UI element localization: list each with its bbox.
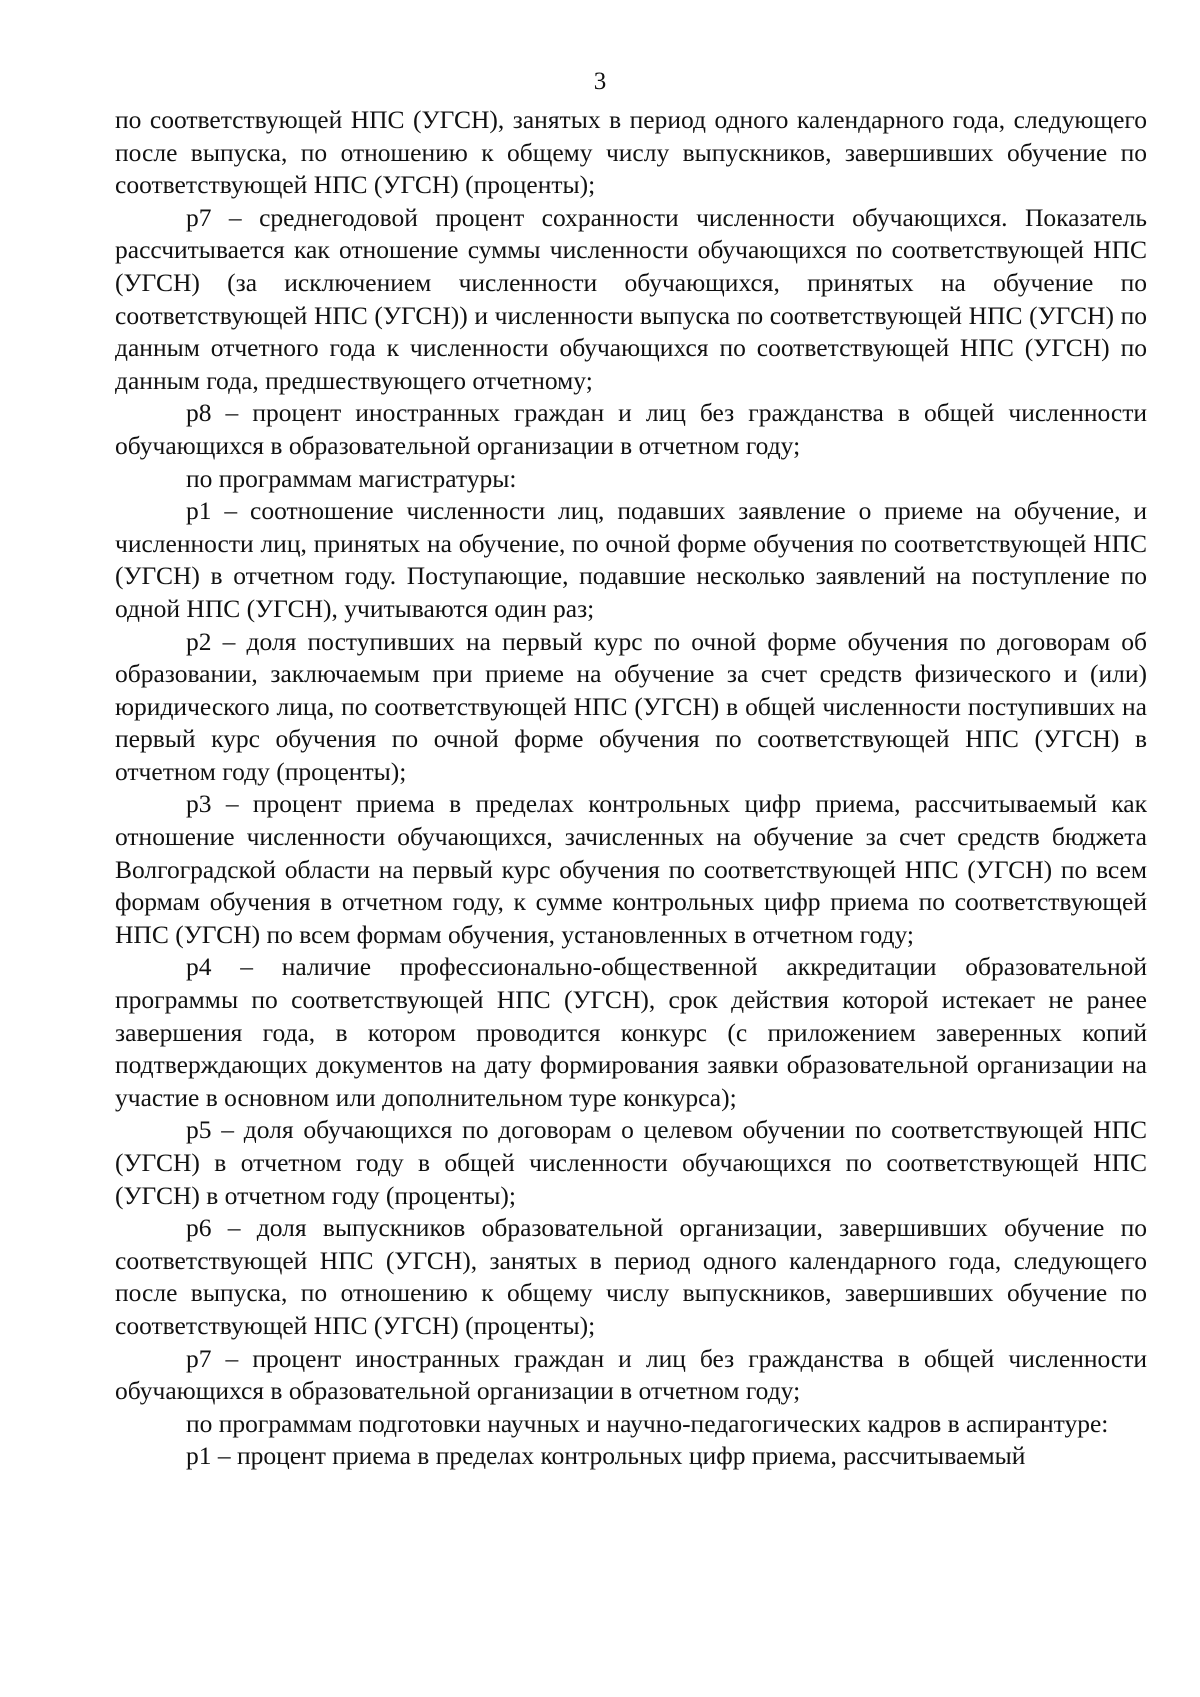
paragraph: p7 – среднегодовой процент сохранности численности обучающихся. Показатель рассчитывается как отношение суммы численности обучающихся по соответствующей НПС (УГСН) (за исключением численности обучающихся, принятых на обучение по соответствующей НПС (УГСН)) и численности выпуска по соответствующей НПС (УГСН) по данным отчетного года к численности обучающихся по соответствующей НПС (УГСН) по данным года, предшествующего отчетному; [115, 202, 1147, 395]
document-body [115, 104, 1147, 1473]
paragraph: по программам подготовки научных и научно-педагогических кадров в аспирантуре: [186, 1408, 1109, 1438]
paragraph: p7 – процент иностранных граждан и лиц без гражданства в общей численности обучающихся в образовательной организации в отчетном году; [115, 1343, 1147, 1406]
paragraph: p1 – процент приема в пределах контрольных цифр приема, рассчитываемый [186, 1441, 1026, 1471]
paragraph: p8 – процент иностранных граждан и лиц без гражданства в общей численности обучающихся в образовательной организации в отчетном году; [115, 398, 1147, 460]
paragraph: p6 – доля выпускников образовательной организации, завершивших обучение по соответствующей НПС (УГСН), занятых в период одного календарного года, следующего после выпуска, по отношению к общему числу выпускников, завершивших обучение по соответствующей НПС (УГСН) (проценты); [115, 1213, 1147, 1340]
paragraph: p3 – процент приема в пределах контрольных цифр приема, рассчитываемый как отношение численности обучающихся, зачисленных на обучение за счет средств бюджета Волгоградской области на первый курс обучения по соответствующей НПС (УГСН) по всем формам обучения в отчетном году, к сумме контрольных цифр приема по соответствующей НПС (УГСН) по всем формам обучения, установленных в отчетном году; [115, 789, 1147, 949]
paragraph: p4 – наличие профессионально-общественной аккредитации образовательной программы по соответствующей НПС (УГСН), срок действия которой истекает не ранее завершения года, в котором проводится конкурс (с приложением заверенных копий подтверждающих документов на дату формирования заявки образовательной организации на участие в основном или дополнительном туре конкурса); [115, 952, 1147, 1112]
paragraph: по соответствующей НПС (УГСН), занятых в период одного календарного года, следующего после выпуска, по отношению к общему числу выпускников, завершивших обучение по соответствующей НПС (УГСН) (проценты); [115, 105, 1147, 200]
paragraph: p1 – соотношение численности лиц, подавших заявление о приеме на обучение, и численности лиц, принятых на обучение, по очной форме обучения по соответствующей НПС (УГСН) в отчетном году. Поступающие, подавшие несколько заявлений на поступление по одной НПС (УГСН), учитываются один раз; [115, 496, 1147, 623]
paragraph: p5 – доля обучающихся по договорам о целевом обучении по соответствующей НПС (УГСН) в отчетном году в общей численности обучающихся по соответствующей НПС (УГСН) в отчетном году (проценты); [115, 1115, 1147, 1210]
paragraph: p2 – доля поступивших на первый курс по очной форме обучения по договорам об образовании, заключаемым при приеме на обучение за счет средств физического и (или) юридического лица, по соответствующей НПС (УГСН) в общей численности поступивших на первый курс обучения по очной форме обучения по соответствующей НПС (УГСН) в отчетном году (проценты); [115, 626, 1147, 786]
paragraph: по программам магистратуры: [186, 463, 517, 493]
page-number: 3 [593, 68, 607, 95]
